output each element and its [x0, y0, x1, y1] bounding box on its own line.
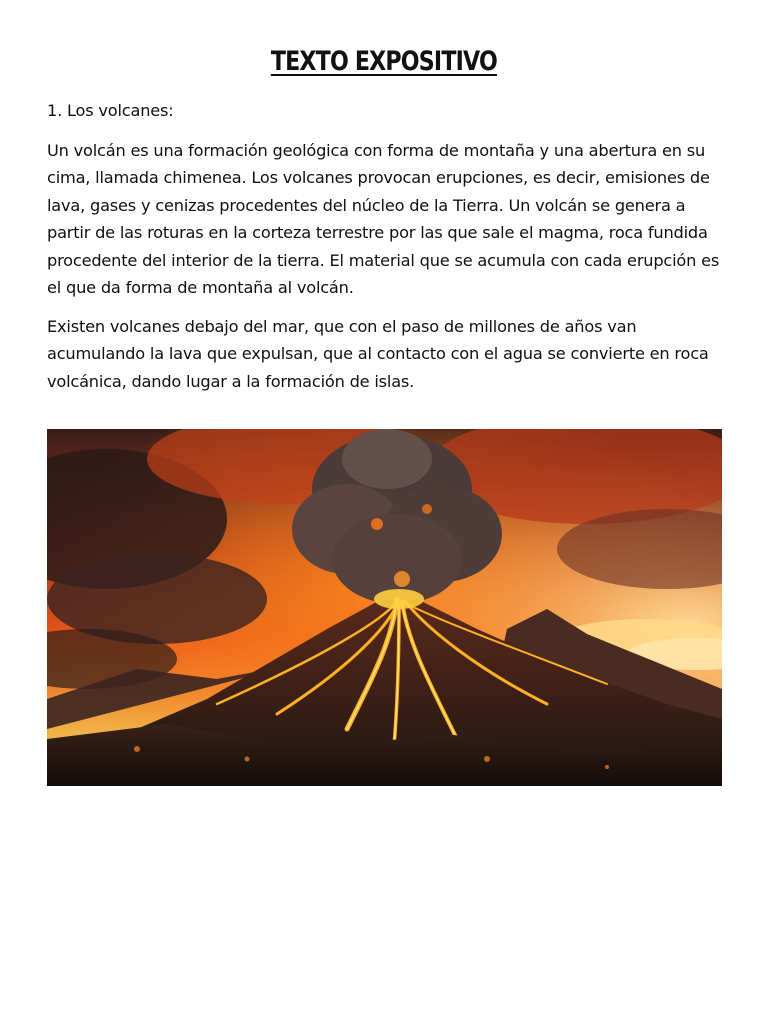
- paragraph-2-text: Existen volcanes debajo del mar, que con el paso de millones de años van acumulando la lava que expulsan, que al contacto con el agua se convierte en roca volcánica, dando lugar a la formación de islas.: [47, 317, 709, 391]
- section-heading: [47, 97, 725, 124]
- paragraph-2: [47, 313, 725, 395]
- document-title: [0, 46, 768, 77]
- volcano-eruption-image: [47, 429, 722, 786]
- document-title-text: TEXTO EXPOSITIVO: [270, 46, 498, 77]
- paragraph-1-text: Un volcán es una formación geológica con forma de montaña y una abertura en su cima, llamada chimenea. Los volcanes provocan erupciones, es decir, emisiones de lava, gases y cenizas procedentes del núcleo de la Tierra. Un volcán se genera a partir de las roturas en la corteza terrestre por las que sale el magma, roca fundida procedente del interior de la tierra. El material que se acumula con cada erupción es el que da forma de montaña al volcán.: [47, 141, 720, 298]
- paragraph-1: [47, 137, 725, 301]
- section-heading-text: 1. Los volcanes:: [47, 101, 174, 120]
